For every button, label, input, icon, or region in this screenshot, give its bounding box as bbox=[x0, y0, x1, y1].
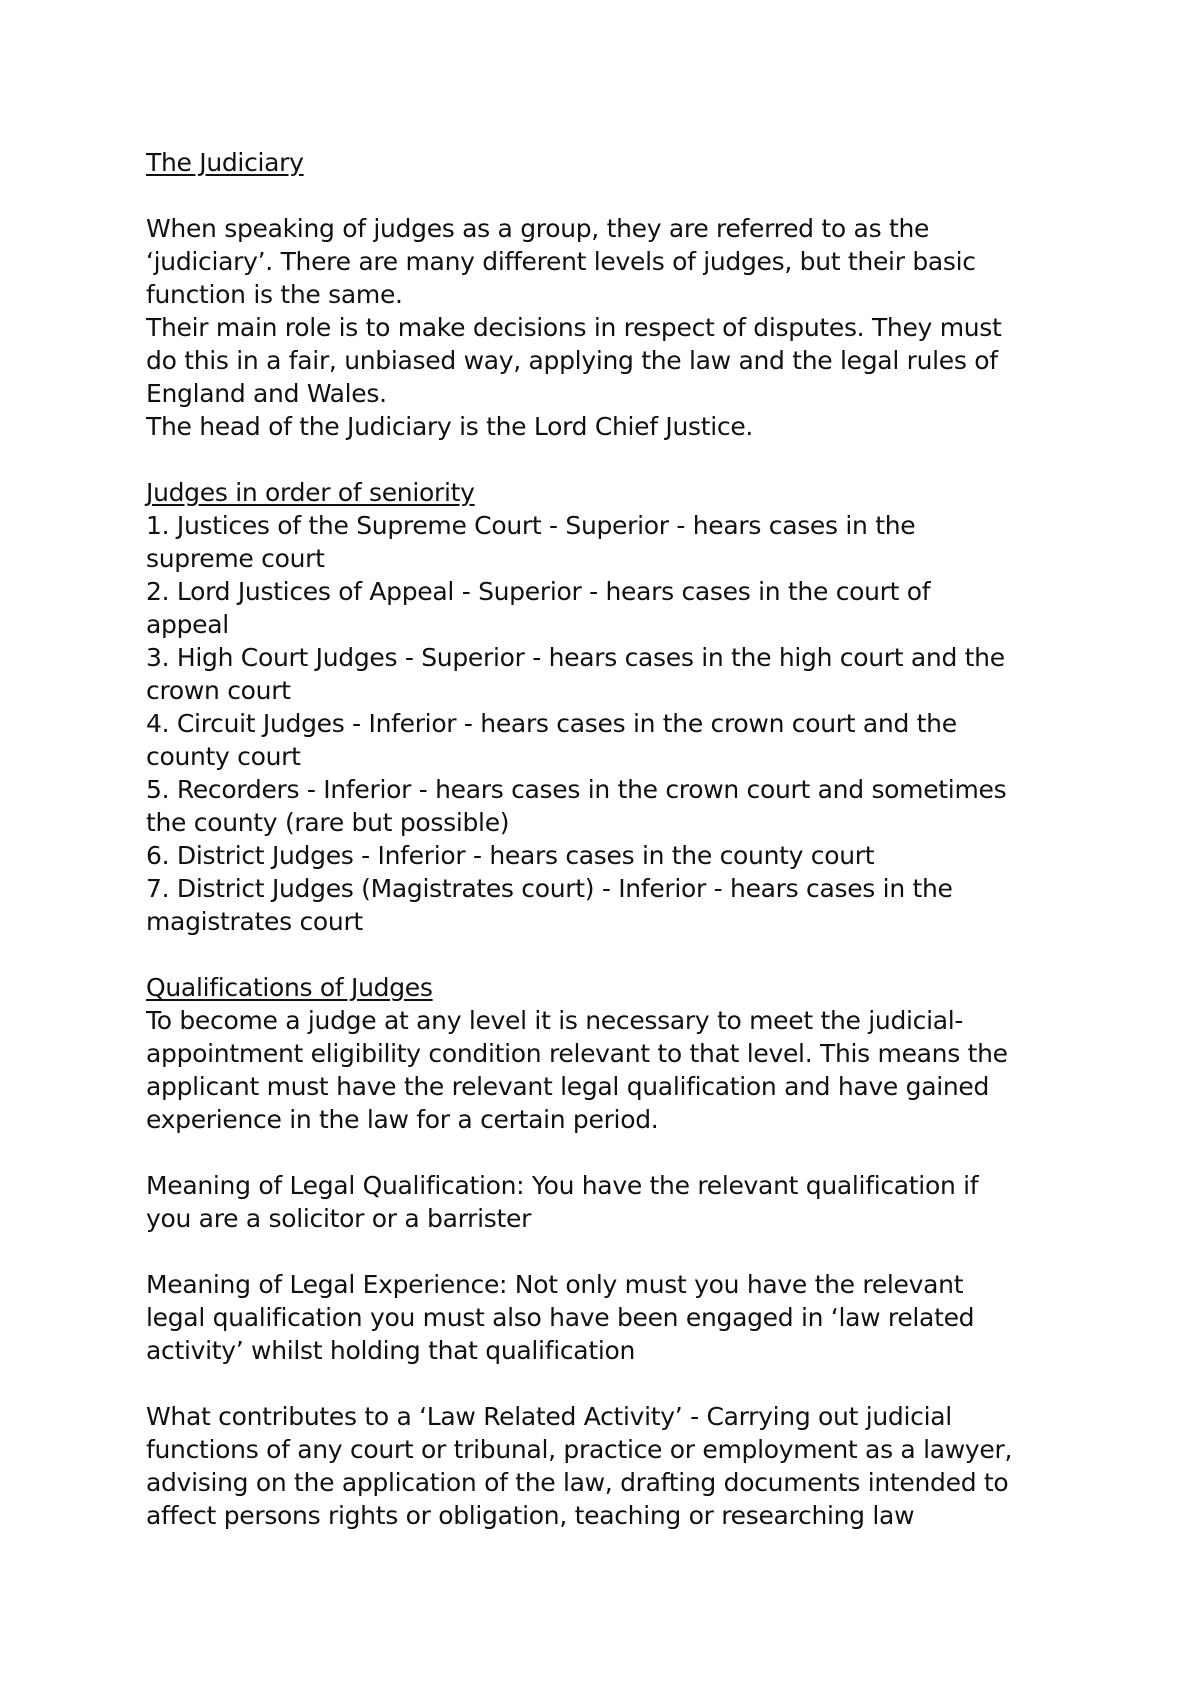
list-item: the county (rare but possible) bbox=[146, 808, 510, 837]
text-line: The head of the Judiciary is the Lord Chief Justice. bbox=[146, 412, 754, 441]
spacer bbox=[146, 443, 1076, 476]
text-line: Their main role is to make decisions in respect of disputes. They must bbox=[146, 313, 1002, 342]
text-line: experience in the law for a certain period. bbox=[146, 1105, 659, 1134]
list-item: 5. Recorders - Inferior - hears cases in the crown court and sometimes bbox=[146, 775, 1007, 804]
text-line: affect persons rights or obligation, teaching or researching law bbox=[146, 1501, 915, 1530]
text-line: Meaning of Legal Experience: Not only must you have the relevant bbox=[146, 1270, 964, 1299]
list-item: 1. Justices of the Supreme Court - Superior - hears cases in the bbox=[146, 511, 916, 540]
text-line: legal qualification you must also have been engaged in ‘law related bbox=[146, 1303, 975, 1332]
text-line: Meaning of Legal Qualification: You have the relevant qualification if bbox=[146, 1171, 979, 1200]
text-line: you are a solicitor or a barrister bbox=[146, 1204, 532, 1233]
text-line: functions of any court or tribunal, practice or employment as a lawyer, bbox=[146, 1435, 1013, 1464]
text-line: When speaking of judges as a group, they are referred to as the bbox=[146, 214, 930, 243]
seniority-section bbox=[146, 476, 1076, 938]
text-line: appointment eligibility condition relevant to that level. This means the bbox=[146, 1039, 1008, 1068]
list-item: 7. District Judges (Magistrates court) - Inferior - hears cases in the bbox=[146, 874, 953, 903]
list-item: appeal bbox=[146, 610, 229, 639]
list-item: 3. High Court Judges - Superior - hears cases in the high court and the bbox=[146, 643, 1005, 672]
list-item: 2. Lord Justices of Appeal - Superior - hears cases in the court of bbox=[146, 577, 931, 606]
text-line: What contributes to a ‘Law Related Activity’ - Carrying out judicial bbox=[146, 1402, 952, 1431]
text-line: England and Wales. bbox=[146, 379, 387, 408]
text-line: advising on the application of the law, drafting documents intended to bbox=[146, 1468, 1009, 1497]
spacer bbox=[146, 179, 1076, 212]
list-item: 6. District Judges - Inferior - hears cases in the county court bbox=[146, 841, 875, 870]
spacer bbox=[146, 1367, 1076, 1400]
list-item: magistrates court bbox=[146, 907, 363, 936]
list-item: crown court bbox=[146, 676, 291, 705]
text-line: To become a judge at any level it is necessary to meet the judicial- bbox=[146, 1006, 964, 1035]
spacer bbox=[146, 938, 1076, 971]
legal-experience-paragraph bbox=[146, 1268, 1076, 1367]
section-heading: Judges in order of seniority bbox=[146, 478, 475, 507]
spacer bbox=[146, 1136, 1076, 1169]
legal-qualification-paragraph bbox=[146, 1169, 1076, 1235]
document-page bbox=[146, 146, 1076, 1532]
intro-paragraph bbox=[146, 212, 1076, 443]
text-line: function is the same. bbox=[146, 280, 403, 309]
list-item: county court bbox=[146, 742, 301, 771]
document-title: The Judiciary bbox=[146, 148, 304, 177]
text-line: ‘judiciary’. There are many different levels of judges, but their basic bbox=[146, 247, 976, 276]
section-heading: Qualifications of Judges bbox=[146, 973, 433, 1002]
text-line: do this in a fair, unbiased way, applying the law and the legal rules of bbox=[146, 346, 998, 375]
list-item: 4. Circuit Judges - Inferior - hears cases in the crown court and the bbox=[146, 709, 957, 738]
law-related-activity-paragraph bbox=[146, 1400, 1076, 1532]
list-item: supreme court bbox=[146, 544, 325, 573]
text-line: applicant must have the relevant legal qualification and have gained bbox=[146, 1072, 990, 1101]
qualifications-section bbox=[146, 971, 1076, 1136]
spacer bbox=[146, 1235, 1076, 1268]
text-line: activity’ whilst holding that qualification bbox=[146, 1336, 636, 1365]
